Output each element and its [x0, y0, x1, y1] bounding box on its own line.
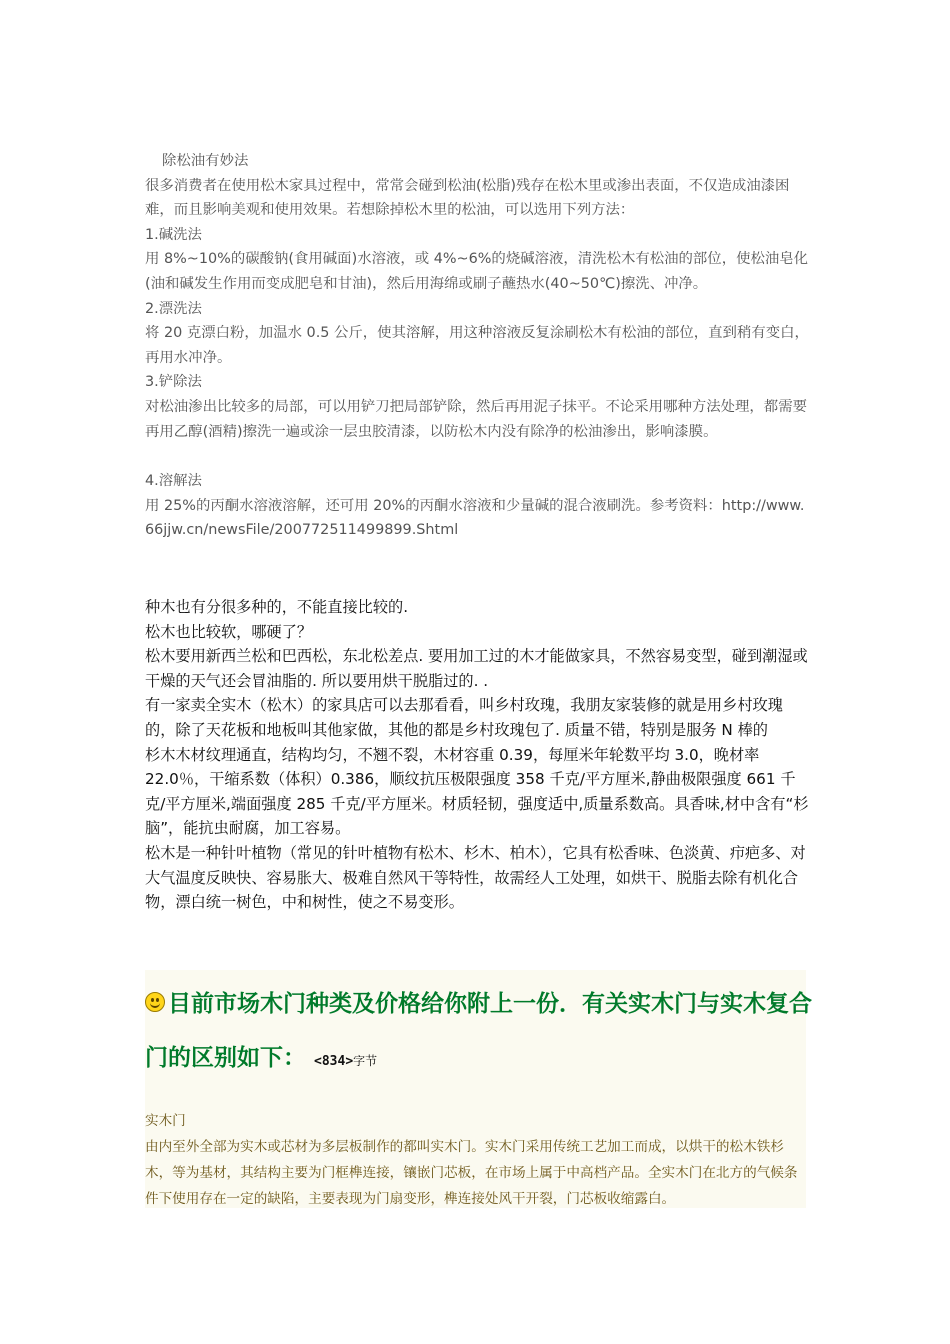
method-4-text: 用 25%的丙酮水溶液溶解，还可用 20%的丙酮水溶液和少量碱的混合液刷洗。参考资料：http://www.66jjw.cn/newsFile/200772511499899.Shtml: [145, 497, 805, 539]
method-1-text: 用 8%~10%的碳酸钠(食用碱面)水溶液，或 4%~6%的烧碱溶液，清洗松木有松油的部位，使松油皂化(油和碱发生作用而变成肥皂和甘油)，然后用海绵或刷子蘸热水(40~50℃)擦洗、冲净。: [145, 251, 809, 292]
byte-count: <834>: [314, 1054, 354, 1069]
method-1-name: 1.碱洗法: [145, 226, 202, 243]
wood-comparison-section: [145, 595, 813, 915]
paragraph: 松木也比较软，哪硬了？: [145, 622, 313, 641]
byte-unit: 字节: [353, 1054, 378, 1068]
paragraph: 松木是一种针叶植物（常见的针叶植物有松木、杉木、柏木），它具有松香味、色淡黄、疖疤多、对大气温度反映快、容易胀大、极难自然风干等特性，故需经人工处理，如烘干、脱脂去除有机化合物，漂白统一树色，中和树性，使之不易变形。: [145, 843, 806, 912]
solid-wood-door-section: [145, 1108, 811, 1212]
heading-text: 目前市场木门种类及价格给你附上一份．有关实木门与实木复合门的区别如下：: [145, 991, 812, 1071]
door-types-heading: [145, 977, 815, 1089]
method-2-name: 2.漂洗法: [145, 300, 202, 317]
paragraph: 松木要用新西兰松和巴西松，东北松差点. 要用加工过的木才能做家具，不然容易变型，碰到潮湿或干燥的天气还会冒油脂的. 所以要用烘干脱脂过的. .: [145, 647, 808, 690]
method-2-text: 将 20 克漂白粉，加温水 0.5 公斤，使其溶解，用这种溶液反复涂刷松木有松油的部位，直到稍有变白，再用水冲净。: [145, 325, 809, 366]
paragraph-gap: [145, 444, 813, 469]
paragraph: 有一家卖全实木（松木）的家具店可以去那看看，叫乡村玫瑰，我朋友家装修的就是用乡村玫瑰的，除了天花板和地板叫其他家做，其他的都是乡村玫瑰包了. 质量不错，特别是服务 N 棒的: [145, 696, 783, 739]
method-4-name: 4.溶解法: [145, 473, 202, 490]
pine-oil-removal-section: [145, 149, 813, 543]
smiley-icon: [145, 992, 165, 1012]
intro-paragraph: 很多消费者在使用松木家具过程中，常常会碰到松油(松脂)残存在松木里或渗出表面，不仅造成油漆困难，而且影响美观和使用效果。若想除掉松木里的松油，可以选用下列方法：: [145, 177, 790, 219]
section-title: 除松油有妙法: [162, 153, 249, 169]
paragraph: 种木也有分很多种的，不能直接比较的.: [145, 598, 409, 616]
method-3-text: 对松油渗出比较多的局部，可以用铲刀把局部铲除，然后再用泥子抹平。不论采用哪种方法处理，都需要再用乙醇(酒精)擦洗一遍或涂一层虫胶清漆，以防松木内没有除净的松油渗出，影响漆膜。: [145, 398, 807, 440]
method-3-name: 3.铲除法: [145, 374, 202, 391]
solid-wood-door-body: 由内至外全部为实木或芯材为多层板制作的都叫实木门。实木门采用传统工艺加工而成，以烘干的松木铁杉木，等为基材，其结构主要为门框榫连接，镶嵌门芯板，在市场上属于中高档产品。全实木门在北方的气候条件下使用存在一定的缺陷，主要表现为门扇变形，榫连接处风干开裂，门芯板收缩露白。: [145, 1139, 798, 1207]
paragraph: 杉木木材纹理通直，结构均匀，不翘不裂，木材容重 0.39，每厘米年轮数平均 3.0，晚材率 22.0％，干缩系数（体积）0.386，顺纹抗压极限强度 358 千克/平方厘米,静曲极限强度 661 千克/平方厘米,端面强度 285 千克/平方厘米。材质轻韧，强度适中,质量系数高。具香味,材中含有“杉脑”，能抗虫耐腐，加工容易。: [145, 745, 809, 838]
solid-wood-door-title: 实木门: [145, 1113, 186, 1129]
